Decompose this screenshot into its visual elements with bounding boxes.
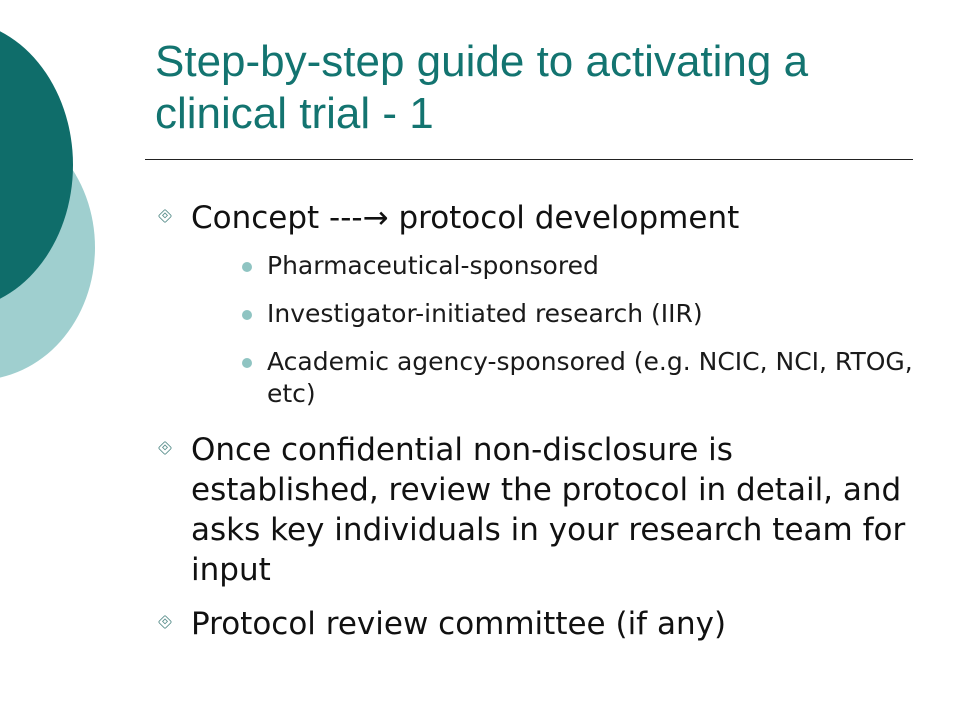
slide-content [155,198,925,644]
dot-bullet-icon [242,262,252,272]
bullet-text: Once confidential non-disclosure is established, review the protocol in detail, and asks key individuals in your research team for input [191,432,906,588]
sub-bullet-text: Investigator-initiated research (IIR) [267,299,703,328]
hollow-square-bullet-icon [158,209,172,223]
dot-bullet-icon [242,358,252,368]
bullet-review-committee [155,604,925,644]
slide-title: Step-by-step guide to activating a clinical trial - 1 [155,37,809,138]
bullet-non-disclosure [155,430,925,590]
bullet-concept [155,198,925,410]
title-divider [145,159,913,160]
sub-bullet-iir [191,298,925,330]
sub-bullet-text: Pharmaceutical-sponsored [267,251,599,280]
hollow-square-bullet-icon [158,615,172,629]
sub-bullet-pharma [191,250,925,282]
sub-bullet-list [191,250,925,410]
bullet-text: Concept ---→ protocol development [191,200,740,236]
sub-bullet-academic [191,346,925,410]
sub-bullet-text: Academic agency-sponsored (e.g. NCIC, NCI, RTOG, etc) [267,347,913,408]
hollow-square-bullet-icon [158,441,172,455]
dot-bullet-icon [242,310,252,320]
bullet-text: Protocol review committee (if any) [191,606,727,642]
